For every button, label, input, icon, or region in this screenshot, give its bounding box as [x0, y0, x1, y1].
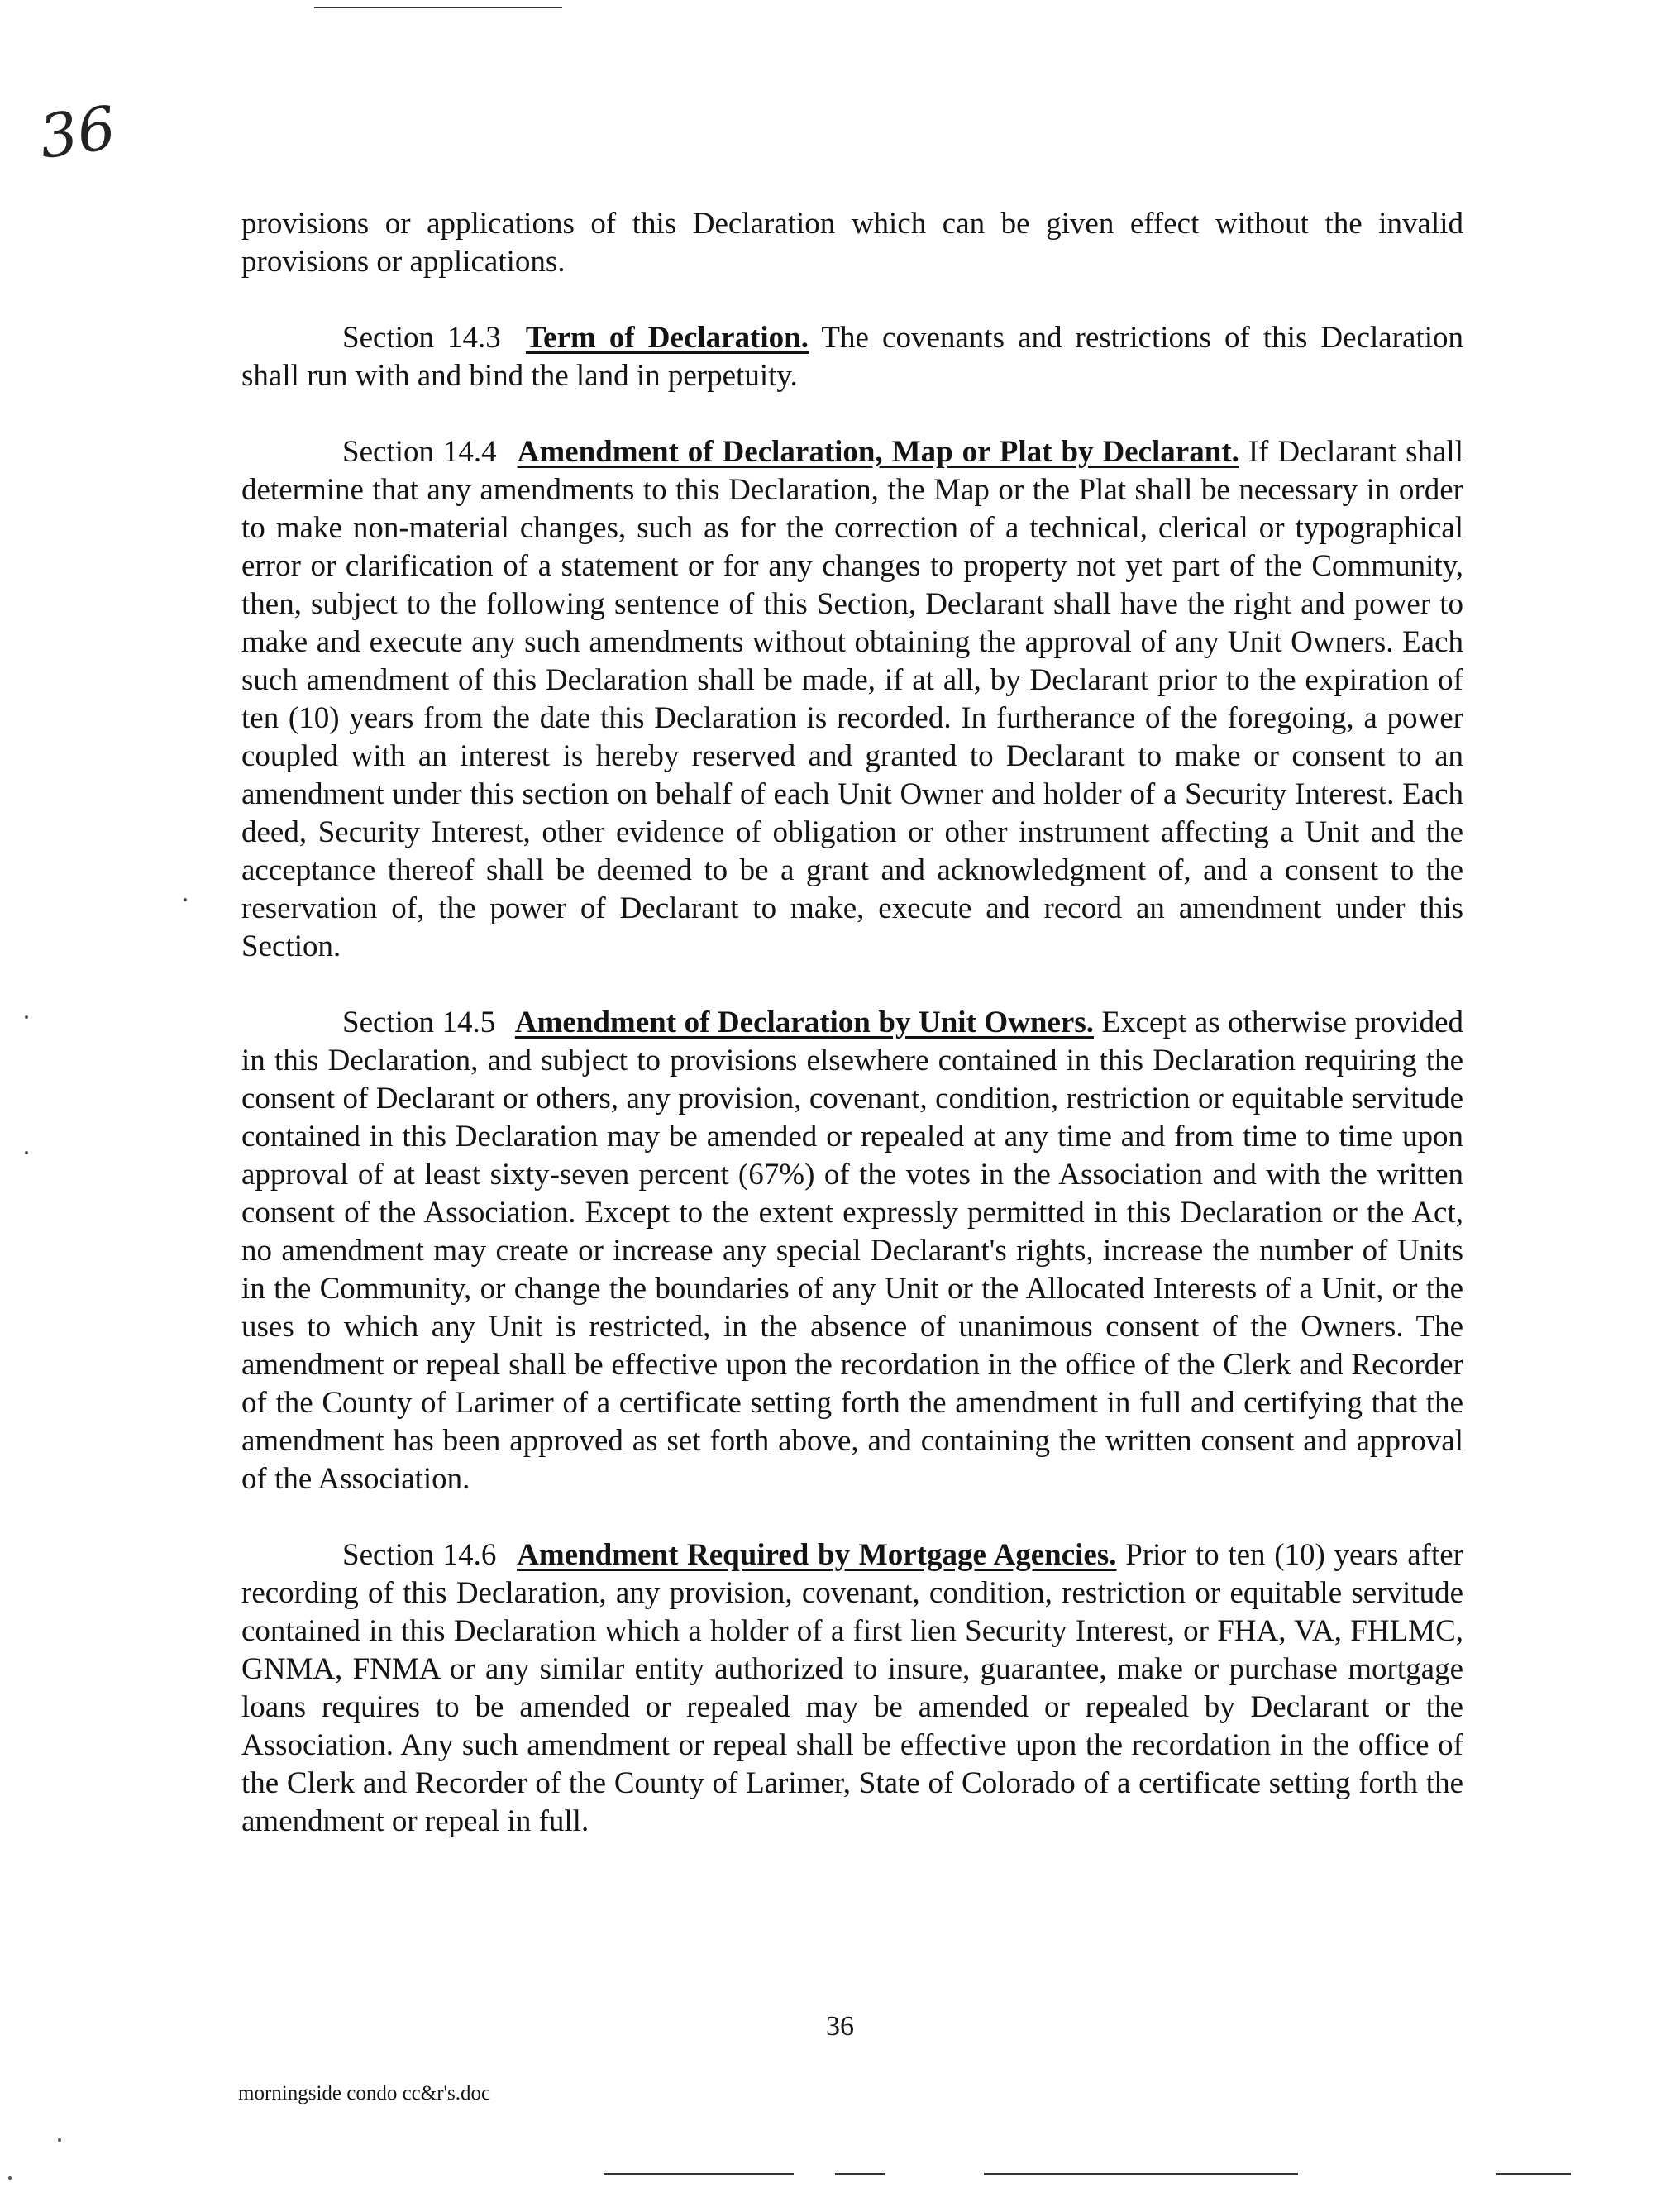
- scan-line-top: [314, 7, 562, 8]
- scan-dot: [25, 1015, 28, 1019]
- footer-filename: morningside condo cc&r's.doc: [238, 2082, 491, 2104]
- scan-line-bottom-4: [1496, 2173, 1571, 2175]
- section-14-4: [241, 433, 1463, 966]
- document-body: [241, 205, 1463, 1841]
- scan-dot: [8, 2176, 12, 2180]
- section-body: The covenants and restrictions of this Declaration shall run with and bind the land in perpetuity.: [241, 321, 1464, 393]
- scan-line-bottom-1: [604, 2173, 794, 2175]
- section-body: Except as otherwise provided in this Declaration, and subject to provisions elsewhere contained in this Declaration requiring the consent of Declarant or others, any provision, covenant, condition, restriction or equitable servitude contained in this Declaration may be amended or repealed at any time and from time to time upon approval of at least sixty-seven percent (67%) of the votes in the Association and with the written consent of the Association. Except to the extent expressly permitted in this Declaration or the Act, no amendment may create or increase any special Declarant's rights, increase the number of Units in the Community, or change the boundaries of any Unit or the Allocated Interests of a Unit, or the uses to which any Unit is restricted, in the absence of unanimous consent of the Owners. The amendment or repeal shall be effective upon the recordation in the office of the Clerk and Recorder of the County of Larimer of a certificate setting forth the amendment in full and certifying that the amendment has been approved as set forth above, and containing the written consent and approval of the Association.: [241, 1006, 1464, 1496]
- section-number: Section 14.5: [342, 1006, 496, 1039]
- scan-dot: [58, 2138, 61, 2142]
- section-14-6: [241, 1536, 1463, 1841]
- section-number: Section 14.6: [342, 1538, 497, 1572]
- section-heading: Amendment of Declaration by Unit Owners.: [514, 1006, 1094, 1039]
- continuation-paragraph: provisions or applications of this Declaration which can be given effect without the invalid provisions or applications.: [241, 207, 1463, 279]
- section-heading: Amendment Required by Mortgage Agencies.: [517, 1538, 1117, 1572]
- scan-line-bottom-3: [984, 2173, 1298, 2175]
- scan-dot: [184, 898, 187, 901]
- page-number: 36: [826, 2011, 854, 2042]
- section-heading: Amendment of Declaration, Map or Plat by Declarant.: [517, 435, 1239, 469]
- section-body: Prior to ten (10) years after recording of this Declaration, any provision, covenant, condition, restriction or equitable servitude contained in this Declaration which a holder of a first lien Security Interest, or FHA, VA, FHLMC, GNMA, FNMA or any similar entity authorized to insure, guarantee, make or purchase mortgage loans requires to be amended or repealed may be amended or repealed by Declarant or the Association. Any such amendment or repeal shall be effective upon the recordation in the office of the Clerk and Recorder of the County of Larimer, State of Colorado of a certificate setting forth the amendment or repeal in full.: [241, 1538, 1464, 1838]
- section-heading: Term of Declaration.: [525, 321, 809, 355]
- section-number: Section 14.3: [342, 321, 501, 355]
- scan-line-bottom-2: [835, 2173, 885, 2175]
- section-14-3: [241, 319, 1463, 395]
- section-number: Section 14.4: [342, 435, 497, 469]
- section-14-5: [241, 1004, 1463, 1498]
- section-body: If Declarant shall determine that any amendments to this Declaration, the Map or the Plat shall be necessary in order to make non-material changes, such as for the correction of a technical, clerical or typographical error or clarification of a statement or for any changes to property not yet part of the Community, then, subject to the following sentence of this Section, Declarant shall have the right and power to make and execute any such amendments without obtaining the approval of any Unit Owners. Each such amendment of this Declaration shall be made, if at all, by Declarant prior to the expiration of ten (10) years from the date this Declaration is recorded. In furtherance of the foregoing, a power coupled with an interest is hereby reserved and granted to Declarant to make or consent to an amendment under this section on behalf of each Unit Owner and holder of a Security Interest. Each deed, Security Interest, other evidence of obligation or other instrument affecting a Unit and the acceptance thereof shall be deemed to be a grant and acknowledgment of, and a consent to the reservation of, the power of Declarant to make, execute and record an amendment under this Section.: [241, 435, 1463, 963]
- handwritten-page-mark: 36: [35, 93, 121, 172]
- scan-dot: [25, 1151, 28, 1154]
